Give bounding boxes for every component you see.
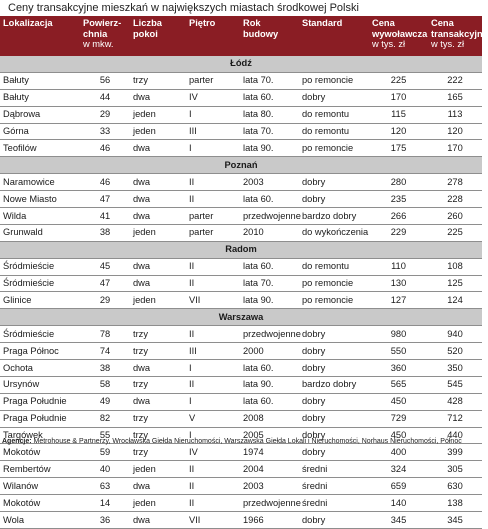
cell-standard: dobry	[299, 512, 369, 529]
cell-powierzchnia: 59	[80, 444, 130, 461]
cell-rok-budowy: 2005	[240, 427, 299, 444]
cell-standard: bardzo dobry	[299, 208, 369, 225]
cell-lokalizacja: Dąbrowa	[0, 106, 80, 123]
cell-rok-budowy: lata 60.	[240, 191, 299, 208]
cell-standard: dobry	[299, 410, 369, 427]
cell-cena-transakcyjna: 225	[428, 224, 482, 241]
price-table	[0, 16, 488, 529]
table-row	[0, 258, 482, 275]
cell-liczba-pokoi: dwa	[130, 174, 186, 191]
cell-cena-wywolawcza: 360	[369, 360, 428, 377]
cell-cena-wywolawcza: 229	[369, 224, 428, 241]
city-name: Radom	[0, 241, 482, 258]
cell-lokalizacja: Mokotów	[0, 495, 80, 512]
cell-cena-transakcyjna: 124	[428, 292, 482, 309]
cell-pietro: II	[186, 258, 240, 275]
header-cena-transakcyjna-unit: w tys. zł	[431, 39, 465, 49]
cell-pietro: parter	[186, 224, 240, 241]
cell-lokalizacja: Nowe Miasto	[0, 191, 80, 208]
cell-lokalizacja: Ursynów	[0, 376, 80, 393]
cell-rok-budowy: lata 90.	[240, 140, 299, 157]
table-row	[0, 89, 482, 106]
cell-liczba-pokoi: jeden	[130, 224, 186, 241]
cell-liczba-pokoi: dwa	[130, 478, 186, 495]
cell-standard: dobry	[299, 174, 369, 191]
cell-liczba-pokoi: dwa	[130, 140, 186, 157]
cell-rok-budowy: 2008	[240, 410, 299, 427]
cell-cena-wywolawcza: 235	[369, 191, 428, 208]
cell-liczba-pokoi: trzy	[130, 444, 186, 461]
cell-cena-wywolawcza: 140	[369, 495, 428, 512]
cell-liczba-pokoi: jeden	[130, 292, 186, 309]
cell-liczba-pokoi: trzy	[130, 72, 186, 89]
cell-pietro: parter	[186, 72, 240, 89]
cell-liczba-pokoi: dwa	[130, 512, 186, 529]
cell-rok-budowy: 2010	[240, 224, 299, 241]
cell-cena-transakcyjna: 278	[428, 174, 482, 191]
cell-standard: do remontu	[299, 258, 369, 275]
table-row	[0, 495, 482, 512]
cell-cena-transakcyjna: 170	[428, 140, 482, 157]
cell-cena-transakcyjna: 138	[428, 495, 482, 512]
header-lokalizacja: Lokalizacja	[0, 16, 80, 56]
cell-rok-budowy: lata 70.	[240, 123, 299, 140]
cell-rok-budowy: 1974	[240, 444, 299, 461]
cell-liczba-pokoi: dwa	[130, 89, 186, 106]
cell-cena-transakcyjna: 520	[428, 343, 482, 360]
header-cena-transakcyjna: Cena transakcyjna w tys. zł	[428, 16, 482, 56]
table-row	[0, 478, 482, 495]
cell-lokalizacja: Praga Południe	[0, 410, 80, 427]
table-body	[0, 56, 482, 528]
cell-standard: średni	[299, 461, 369, 478]
cell-cena-wywolawcza: 450	[369, 393, 428, 410]
header-rok-budowy: Rok budowy	[240, 16, 299, 56]
cell-pietro: II	[186, 461, 240, 478]
footer-label: Agencje:	[2, 438, 32, 445]
table-row	[0, 326, 482, 343]
cell-cena-wywolawcza: 120	[369, 123, 428, 140]
cell-pietro: I	[186, 393, 240, 410]
cell-pietro: parter	[186, 208, 240, 225]
table-row	[0, 343, 482, 360]
cell-standard: dobry	[299, 427, 369, 444]
cell-liczba-pokoi: dwa	[130, 208, 186, 225]
cell-pietro: II	[186, 495, 240, 512]
cell-powierzchnia: 74	[80, 343, 130, 360]
cell-liczba-pokoi: jeden	[130, 106, 186, 123]
cell-cena-wywolawcza: 324	[369, 461, 428, 478]
cell-lokalizacja: Górna	[0, 123, 80, 140]
cell-standard: dobry	[299, 326, 369, 343]
cell-standard: dobry	[299, 393, 369, 410]
cell-liczba-pokoi: trzy	[130, 376, 186, 393]
cell-cena-transakcyjna: 125	[428, 275, 482, 292]
table-row	[0, 512, 482, 529]
cell-rok-budowy: 1966	[240, 512, 299, 529]
cell-cena-transakcyjna: 228	[428, 191, 482, 208]
cell-cena-wywolawcza: 659	[369, 478, 428, 495]
cell-cena-transakcyjna: 120	[428, 123, 482, 140]
header-cena-wywolawcza-unit: w tys. zł	[372, 39, 406, 49]
cell-lokalizacja: Wilanów	[0, 478, 80, 495]
cell-pietro: II	[186, 275, 240, 292]
cell-standard: dobry	[299, 360, 369, 377]
cell-powierzchnia: 47	[80, 275, 130, 292]
cell-cena-transakcyjna: 165	[428, 89, 482, 106]
cell-lokalizacja: Bałuty	[0, 72, 80, 89]
cell-rok-budowy: 2003	[240, 478, 299, 495]
table-row	[0, 106, 482, 123]
table-title: Ceny transakcyjne mieszkań w największych miastach środkowej Polski	[8, 2, 359, 14]
footer-text: Metrohouse & Partnerzy, Wrocławska Giełda Nieruchomości, Warszawska Giełda Lokali i Nieruchomości, Norhaus Nieruchomości, Północ	[33, 438, 462, 445]
cell-rok-budowy: 2004	[240, 461, 299, 478]
cell-pietro: IV	[186, 444, 240, 461]
cell-powierzchnia: 40	[80, 461, 130, 478]
cell-standard: do remontu	[299, 123, 369, 140]
cell-standard: dobry	[299, 343, 369, 360]
cell-lokalizacja: Teofilów	[0, 140, 80, 157]
cell-liczba-pokoi: dwa	[130, 258, 186, 275]
cell-cena-transakcyjna: 305	[428, 461, 482, 478]
cell-cena-transakcyjna: 440	[428, 427, 482, 444]
cell-powierzchnia: 78	[80, 326, 130, 343]
table-row	[0, 123, 482, 140]
cell-pietro: I	[186, 360, 240, 377]
cell-liczba-pokoi: jeden	[130, 495, 186, 512]
header-liczba-pokoi: Liczba pokoi	[130, 16, 186, 56]
cell-pietro: II	[186, 174, 240, 191]
cell-rok-budowy: lata 90.	[240, 292, 299, 309]
table-row	[0, 191, 482, 208]
table-row	[0, 208, 482, 225]
cell-pietro: I	[186, 106, 240, 123]
cell-powierzchnia: 49	[80, 393, 130, 410]
cell-cena-transakcyjna: 712	[428, 410, 482, 427]
cell-pietro: VII	[186, 512, 240, 529]
cell-pietro: III	[186, 343, 240, 360]
cell-liczba-pokoi: dwa	[130, 275, 186, 292]
cell-cena-wywolawcza: 130	[369, 275, 428, 292]
table-row	[0, 224, 482, 241]
cell-pietro: II	[186, 326, 240, 343]
header-powierzchnia: Powierz-chnia w mkw.	[80, 16, 130, 56]
cell-powierzchnia: 29	[80, 292, 130, 309]
cell-standard: dobry	[299, 444, 369, 461]
table-row	[0, 360, 482, 377]
cell-powierzchnia: 41	[80, 208, 130, 225]
cell-standard: po remoncie	[299, 275, 369, 292]
cell-lokalizacja: Naramowice	[0, 174, 80, 191]
cell-powierzchnia: 46	[80, 140, 130, 157]
cell-standard: po remoncie	[299, 140, 369, 157]
cell-lokalizacja: Mokotów	[0, 444, 80, 461]
cell-rok-budowy: lata 70.	[240, 275, 299, 292]
cell-cena-transakcyjna: 399	[428, 444, 482, 461]
city-name: Warszawa	[0, 309, 482, 326]
cell-cena-wywolawcza: 170	[369, 89, 428, 106]
cell-cena-wywolawcza: 266	[369, 208, 428, 225]
cell-cena-wywolawcza: 225	[369, 72, 428, 89]
cell-liczba-pokoi: trzy	[130, 427, 186, 444]
table-row	[0, 275, 482, 292]
cell-powierzchnia: 58	[80, 376, 130, 393]
cell-lokalizacja: Śródmieście	[0, 326, 80, 343]
cell-liczba-pokoi: jeden	[130, 123, 186, 140]
cell-cena-transakcyjna: 940	[428, 326, 482, 343]
cell-pietro: III	[186, 123, 240, 140]
table-row	[0, 292, 482, 309]
table-row	[0, 461, 482, 478]
header-pietro: Piętro	[186, 16, 240, 56]
cell-rok-budowy: 2003	[240, 174, 299, 191]
cell-lokalizacja: Praga Południe	[0, 393, 80, 410]
cell-liczba-pokoi: dwa	[130, 360, 186, 377]
cell-cena-transakcyjna: 222	[428, 72, 482, 89]
cell-cena-wywolawcza: 550	[369, 343, 428, 360]
cell-powierzchnia: 46	[80, 174, 130, 191]
cell-powierzchnia: 63	[80, 478, 130, 495]
cell-standard: dobry	[299, 191, 369, 208]
cell-pietro: I	[186, 427, 240, 444]
cell-lokalizacja: Praga Północ	[0, 343, 80, 360]
cell-cena-transakcyjna: 113	[428, 106, 482, 123]
cell-cena-transakcyjna: 108	[428, 258, 482, 275]
cell-standard: bardzo dobry	[299, 376, 369, 393]
cell-powierzchnia: 38	[80, 360, 130, 377]
cell-powierzchnia: 36	[80, 512, 130, 529]
city-header-row	[0, 241, 482, 258]
cell-cena-transakcyjna: 545	[428, 376, 482, 393]
cell-rok-budowy: przedwojenne	[240, 208, 299, 225]
cell-lokalizacja: Grunwald	[0, 224, 80, 241]
cell-rok-budowy: lata 60.	[240, 258, 299, 275]
cell-pietro: II	[186, 191, 240, 208]
cell-cena-wywolawcza: 565	[369, 376, 428, 393]
cell-cena-transakcyjna: 350	[428, 360, 482, 377]
cell-rok-budowy: lata 60.	[240, 89, 299, 106]
city-header-row	[0, 56, 482, 72]
cell-powierzchnia: 55	[80, 427, 130, 444]
cell-rok-budowy: przedwojenne	[240, 326, 299, 343]
cell-lokalizacja: Wola	[0, 512, 80, 529]
header-row	[0, 16, 482, 56]
cell-powierzchnia: 44	[80, 89, 130, 106]
table-row	[0, 410, 482, 427]
table-row	[0, 140, 482, 157]
cell-lokalizacja: Ochota	[0, 360, 80, 377]
city-name: Łódź	[0, 56, 482, 72]
city-header-row	[0, 309, 482, 326]
cell-cena-wywolawcza: 110	[369, 258, 428, 275]
cell-rok-budowy: przedwojenne	[240, 495, 299, 512]
city-name: Poznań	[0, 157, 482, 174]
cell-powierzchnia: 38	[80, 224, 130, 241]
cell-powierzchnia: 29	[80, 106, 130, 123]
cell-standard: do remontu	[299, 106, 369, 123]
footer-sources	[2, 438, 462, 445]
cell-powierzchnia: 45	[80, 258, 130, 275]
cell-liczba-pokoi: jeden	[130, 461, 186, 478]
cell-lokalizacja: Wilda	[0, 208, 80, 225]
city-header-row	[0, 157, 482, 174]
cell-standard: po remoncie	[299, 292, 369, 309]
cell-liczba-pokoi: dwa	[130, 191, 186, 208]
cell-cena-wywolawcza: 345	[369, 512, 428, 529]
cell-standard: średni	[299, 495, 369, 512]
cell-standard: do wykończenia	[299, 224, 369, 241]
cell-pietro: II	[186, 376, 240, 393]
cell-powierzchnia: 33	[80, 123, 130, 140]
cell-rok-budowy: 2000	[240, 343, 299, 360]
cell-cena-transakcyjna: 260	[428, 208, 482, 225]
cell-rok-budowy: lata 60.	[240, 393, 299, 410]
table-row	[0, 444, 482, 461]
cell-pietro: II	[186, 478, 240, 495]
cell-standard: średni	[299, 478, 369, 495]
cell-lokalizacja: Targówek	[0, 427, 80, 444]
cell-lokalizacja: Śródmieście	[0, 275, 80, 292]
cell-cena-transakcyjna: 345	[428, 512, 482, 529]
cell-pietro: V	[186, 410, 240, 427]
cell-liczba-pokoi: trzy	[130, 326, 186, 343]
header-powierzchnia-unit: w mkw.	[83, 39, 114, 49]
cell-cena-wywolawcza: 729	[369, 410, 428, 427]
cell-standard: dobry	[299, 89, 369, 106]
cell-cena-transakcyjna: 428	[428, 393, 482, 410]
cell-pietro: I	[186, 140, 240, 157]
cell-powierzchnia: 82	[80, 410, 130, 427]
table-row	[0, 393, 482, 410]
cell-standard: po remoncie	[299, 72, 369, 89]
cell-lokalizacja: Glinice	[0, 292, 80, 309]
cell-powierzchnia: 14	[80, 495, 130, 512]
cell-pietro: IV	[186, 89, 240, 106]
cell-lokalizacja: Śródmieście	[0, 258, 80, 275]
cell-liczba-pokoi: dwa	[130, 393, 186, 410]
table-row	[0, 376, 482, 393]
cell-cena-wywolawcza: 280	[369, 174, 428, 191]
cell-cena-wywolawcza: 450	[369, 427, 428, 444]
cell-cena-transakcyjna: 630	[428, 478, 482, 495]
cell-rok-budowy: lata 90.	[240, 376, 299, 393]
cell-liczba-pokoi: trzy	[130, 343, 186, 360]
cell-powierzchnia: 47	[80, 191, 130, 208]
cell-lokalizacja: Rembertów	[0, 461, 80, 478]
cell-cena-wywolawcza: 175	[369, 140, 428, 157]
cell-rok-budowy: lata 70.	[240, 72, 299, 89]
cell-lokalizacja: Bałuty	[0, 89, 80, 106]
header-standard: Standard	[299, 16, 369, 56]
cell-cena-wywolawcza: 400	[369, 444, 428, 461]
cell-powierzchnia: 56	[80, 72, 130, 89]
cell-cena-wywolawcza: 980	[369, 326, 428, 343]
table-row	[0, 72, 482, 89]
cell-pietro: VII	[186, 292, 240, 309]
cell-rok-budowy: lata 60.	[240, 360, 299, 377]
table-row	[0, 174, 482, 191]
cell-liczba-pokoi: trzy	[130, 410, 186, 427]
cell-rok-budowy: lata 80.	[240, 106, 299, 123]
cell-cena-wywolawcza: 115	[369, 106, 428, 123]
cell-cena-wywolawcza: 127	[369, 292, 428, 309]
header-cena-wywolawcza: Cena wywoławcza w tys. zł	[369, 16, 428, 56]
